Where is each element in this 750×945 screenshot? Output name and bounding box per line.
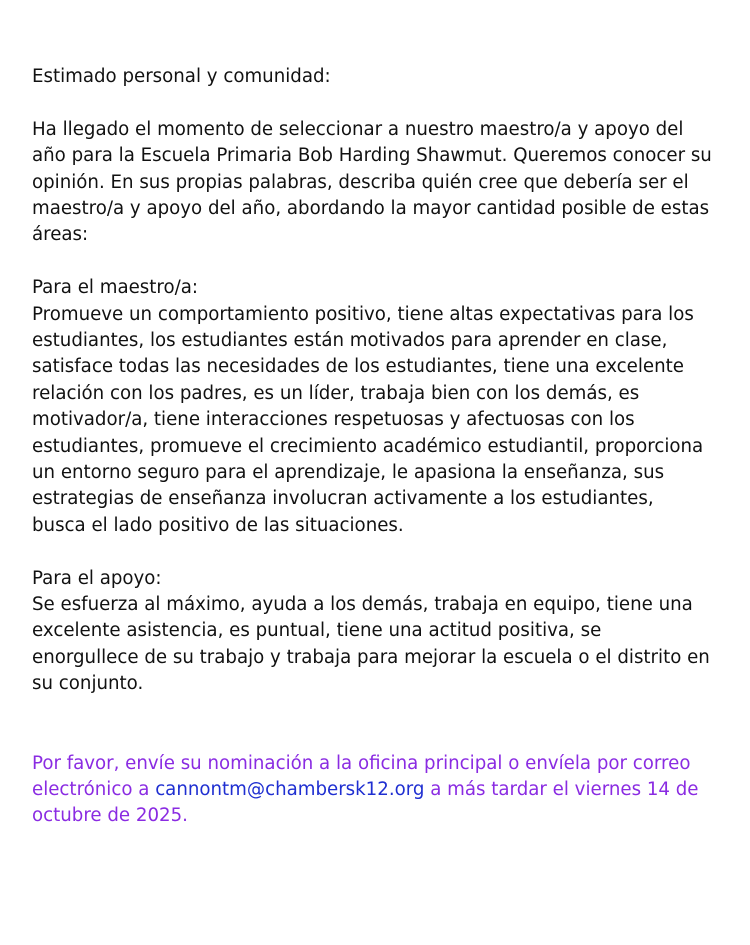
- spacer: [32, 90, 712, 116]
- support-criteria: Se esfuerza al máximo, ayuda a los demás, trabaja en equipo, tiene una excelente asistencia, es puntual, tiene una actitud positiva, se enorgullece de su trabajo y trabaja para mejorar la escuela o el distrito en su conjunto.: [32, 594, 710, 695]
- greeting: Estimado personal y comunidad:: [32, 66, 331, 87]
- teacher-heading: Para el maestro/a:: [32, 277, 198, 299]
- document-body: [32, 64, 712, 830]
- spacer: [32, 249, 712, 275]
- support-heading: Para el apoyo:: [32, 567, 162, 589]
- closing-paragraph: [32, 751, 712, 830]
- closing-text-before: Por favor, envíe su nominación a la oficina principal o envíela por correo electrónico a: [32, 752, 691, 800]
- intro-paragraph: Ha llegado el momento de seleccionar a nuestro maestro/a y apoyo del año para la Escuela Primaria Bob Harding Shawmut. Queremos conocer su opinión. En sus propias palabras, describa quién cree que debería ser el maestro/a y apoyo del año, abordando la mayor cantidad posible de estas áreas:: [32, 118, 712, 246]
- email-link[interactable]: cannontm@chambersk12.org: [155, 778, 425, 800]
- closing-text-after: a más tardar el viernes 14 de octubre de 2025.: [32, 778, 699, 827]
- teacher-criteria: Promueve un comportamiento positivo, tiene altas expectativas para los estudiantes, los estudiantes están motivados para aprender en clase, satisface todas las necesidades de los estudiantes, tiene una excelente relación con los padres, es un líder, trabaja bien con los demás, es motivador/a, tiene interacciones respetuosas y afectuosas con los estudiantes, promueve el crecimiento académico estudiantil, proporciona un entorno seguro para el aprendizaje, le apasiona la enseñanza, sus estrategias de enseñanza involucran activamente a los estudiantes, busca el lado positivo de las situaciones.: [32, 303, 704, 536]
- spacer: [32, 539, 712, 565]
- spacer: [32, 698, 712, 751]
